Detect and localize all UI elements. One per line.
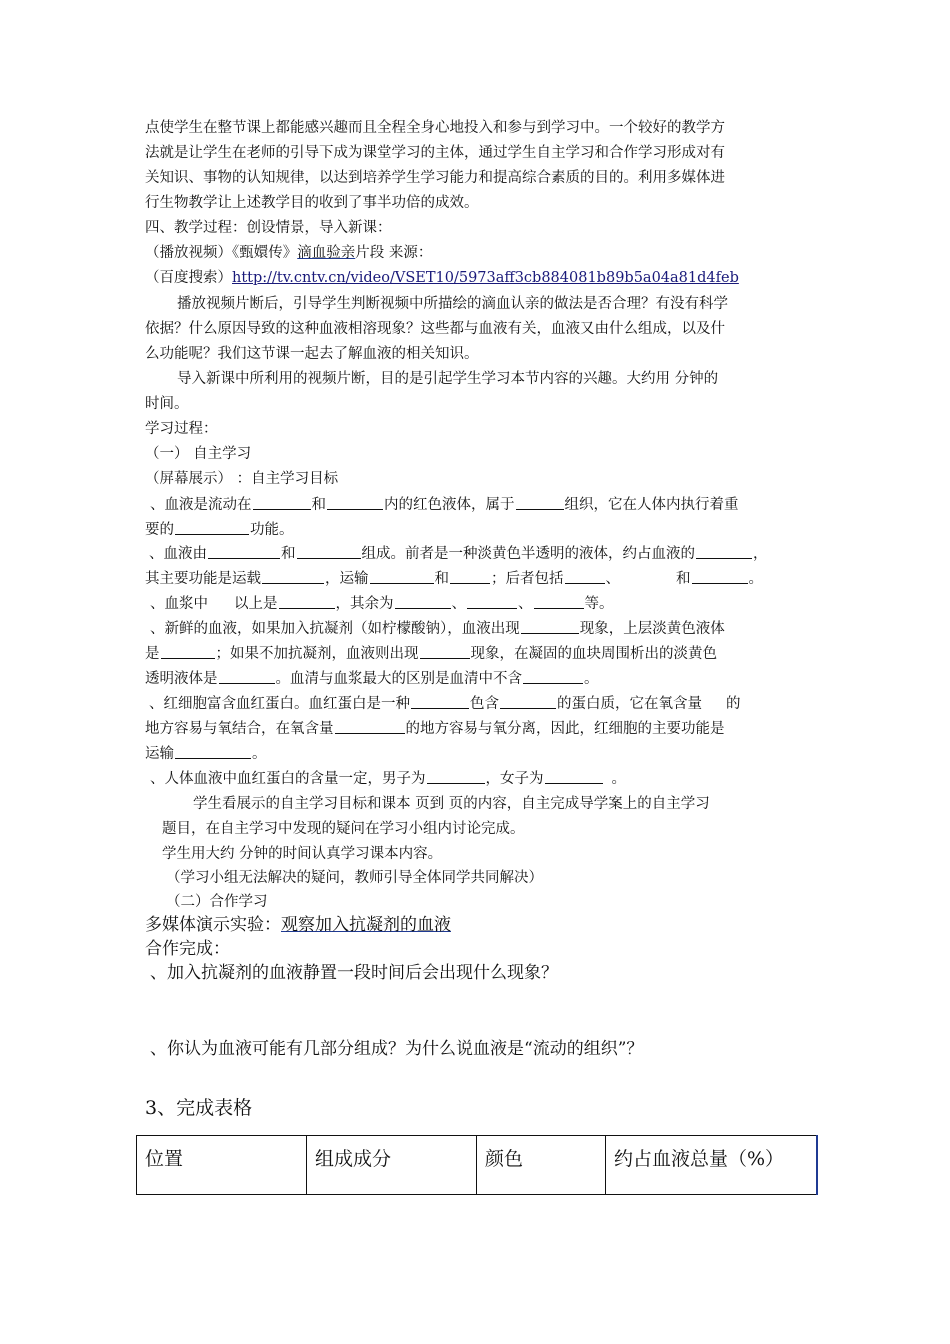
text: 和 xyxy=(676,571,691,587)
demo-link[interactable]: 观察加入抗凝剂的血液 xyxy=(281,915,451,935)
text: 以上是 xyxy=(234,596,278,612)
text: 其主要功能是运载 xyxy=(145,571,261,587)
paragraph-line: 么功能呢？我们这节课一起去了解血液的相关知识。 xyxy=(145,346,479,362)
coop-question-3: 3、完成表格 xyxy=(145,1097,253,1119)
text: 多媒体演示实验： xyxy=(145,915,281,935)
paragraph-line: 法就是让学生在老师的引导下成为课堂学习的主体，通过学生自主学习和合作学习形成对有 xyxy=(145,145,725,161)
text: 色含 xyxy=(470,696,499,712)
blank[interactable] xyxy=(534,594,584,609)
text: 现象，在凝固的血块周围析出的淡黄色 xyxy=(470,646,717,662)
video-link[interactable]: 滴血验亲 xyxy=(297,245,356,261)
text: （百度搜索） xyxy=(145,270,232,286)
question-4-cont xyxy=(145,667,810,691)
video-url-link[interactable]: http://tv.cntv.cn/video/VSET10/5973aff3cb884081b89b5a04a81d4feb xyxy=(232,270,739,286)
blank[interactable] xyxy=(521,619,579,634)
question-5-cont xyxy=(145,717,810,741)
blank[interactable] xyxy=(692,569,748,584)
table-row xyxy=(137,1136,818,1195)
paragraph-line: 关知识、事物的认知规律，以达到培养学生学习能力和提高综合素质的目的。利用多媒体进 xyxy=(145,170,725,186)
text: 、新鲜的血液，如果加入抗凝剂（如柠檬酸钠），血液出现 xyxy=(150,621,520,637)
text: 的地方容易与氧分离，因此，红细胞的主要功能是 xyxy=(405,721,725,737)
text: ，运输 xyxy=(325,571,369,587)
source-line xyxy=(145,266,810,290)
subheading: 合作完成： xyxy=(145,939,230,959)
text: 的 xyxy=(726,696,741,712)
blank[interactable] xyxy=(545,769,603,784)
text: （播放视频）《甄嬛传》 xyxy=(145,245,298,261)
text: ， xyxy=(753,546,768,562)
blank[interactable] xyxy=(420,644,470,659)
text: 要的 xyxy=(145,522,174,538)
text: 、 xyxy=(518,596,533,612)
question-6 xyxy=(150,767,815,791)
paragraph-line: 学生看展示的自主学习目标和课本 页到 页的内容，自主完成导学案上的自主学习 xyxy=(193,796,710,812)
question-1 xyxy=(150,493,815,517)
text: 。 xyxy=(748,571,763,587)
text: 。 xyxy=(611,771,626,787)
blank[interactable] xyxy=(161,644,215,659)
paragraph-line: （学习小组无法解决的疑问，教师引导全体同学共同解决） xyxy=(166,870,543,886)
text: 和 xyxy=(281,546,296,562)
text: 、血液由 xyxy=(149,546,207,562)
blank[interactable] xyxy=(175,520,249,535)
blank[interactable] xyxy=(335,719,405,734)
table-header-cell: 约占血液总量（%） xyxy=(606,1136,818,1195)
blank[interactable] xyxy=(208,544,280,559)
subheading: （一） 自主学习 xyxy=(145,446,252,462)
paragraph-line: 播放视频片断后，引导学生判断视频中所描绘的滴血认亲的做法是否合理？有没有科学 xyxy=(177,296,728,312)
text: ；如果不加抗凝剂，血液则出现 xyxy=(215,646,419,662)
blank[interactable] xyxy=(253,495,311,510)
question-2-cont xyxy=(145,567,810,591)
blank[interactable] xyxy=(467,594,517,609)
text: 运输 xyxy=(145,746,174,762)
paragraph-line: 行生物教学让上述教学目的收到了事半功倍的成效。 xyxy=(145,195,479,211)
subheading: （屏幕展示） ：自主学习目标 xyxy=(145,471,339,487)
text: 片段 来源： xyxy=(355,245,433,261)
paragraph-line: 题目，在自主学习中发现的疑问在学习小组内讨论完成。 xyxy=(162,821,525,837)
text: 。血清与血浆最大的区别是血清中不含 xyxy=(275,671,522,687)
blank[interactable] xyxy=(175,744,251,759)
blank[interactable] xyxy=(219,669,275,684)
text: 组成。前者是一种淡黄色半透明的液体，约占血液的 xyxy=(361,546,695,562)
text: 组织，它在人体内执行着重 xyxy=(564,497,739,513)
question-1-cont xyxy=(145,518,810,542)
text: ；后者包括 xyxy=(491,571,564,587)
video-line xyxy=(145,241,810,265)
blank[interactable] xyxy=(523,669,583,684)
text: 是 xyxy=(145,646,160,662)
text: 、 xyxy=(451,596,466,612)
question-5 xyxy=(149,692,814,716)
blank[interactable] xyxy=(395,594,451,609)
text: ，女子为 xyxy=(485,771,544,787)
paragraph-line: 导入新课中所利用的视频片断，目的是引起学生学习本节内容的兴趣。大约用 分钟的 xyxy=(177,371,719,387)
text: 现象，上层淡黄色液体 xyxy=(579,621,725,637)
text: 、红细胞富含血红蛋白。血红蛋白是一种 xyxy=(149,696,410,712)
blank[interactable] xyxy=(297,544,361,559)
question-4-cont xyxy=(145,642,810,666)
blank[interactable] xyxy=(450,569,490,584)
blank[interactable] xyxy=(262,569,324,584)
text: 。 xyxy=(252,746,267,762)
text: 、人体血液中血红蛋白的含量一定，男子为 xyxy=(150,771,426,787)
text: 和 xyxy=(434,571,449,587)
blank[interactable] xyxy=(370,569,434,584)
section-heading: 四、教学过程：创设情景，导入新课： xyxy=(145,220,392,236)
subheading: （二）合作学习 xyxy=(166,894,268,910)
text: 、 xyxy=(605,571,620,587)
blank[interactable] xyxy=(279,594,335,609)
question-4 xyxy=(150,617,815,641)
text: 透明液体是 xyxy=(145,671,218,687)
coop-question-1: 、加入抗凝剂的血液静置一段时间后会出现什么现象？ xyxy=(150,963,558,983)
subheading: 学习过程： xyxy=(145,421,218,437)
text: 和 xyxy=(311,497,326,513)
text: 、血浆中 xyxy=(150,596,208,612)
paragraph-line: 学生用大约 分钟的时间认真学习课本内容。 xyxy=(162,846,443,862)
text: 点使学生在整节课上都能感兴趣而且全程全身心地投入和参与到学习中。一个较好的教学方 xyxy=(145,120,725,136)
blank[interactable] xyxy=(516,495,564,510)
table-header-cell: 组成成分 xyxy=(307,1136,477,1195)
question-3 xyxy=(150,592,815,616)
question-2 xyxy=(149,542,814,566)
coop-question-2: 、你认为血液可能有几部分组成？为什么说血液是“流动的组织”？ xyxy=(150,1039,644,1059)
table-header-cell: 位置 xyxy=(137,1136,307,1195)
demo-line xyxy=(145,912,810,938)
blank[interactable] xyxy=(411,694,469,709)
paragraph-line xyxy=(145,116,810,140)
blank[interactable] xyxy=(565,569,605,584)
composition-table xyxy=(136,1135,818,1195)
text: 、血液是流动在 xyxy=(150,497,252,513)
table-header-cell: 颜色 xyxy=(477,1136,606,1195)
blank[interactable] xyxy=(327,495,383,510)
text: 内的红色液体，属于 xyxy=(384,497,515,513)
text: 等。 xyxy=(584,596,614,612)
question-5-cont xyxy=(145,742,810,766)
blank[interactable] xyxy=(427,769,485,784)
text: ，其余为 xyxy=(335,596,394,612)
text: 地方容易与氧结合，在氧含量 xyxy=(145,721,334,737)
text: 的蛋白质，它在氧含量 xyxy=(557,696,702,712)
blank[interactable] xyxy=(696,544,752,559)
blank[interactable] xyxy=(500,694,556,709)
text: 。 xyxy=(584,671,599,687)
text: 功能。 xyxy=(250,522,294,538)
paragraph-line: 时间。 xyxy=(145,396,189,412)
paragraph-line: 依据？什么原因导致的这种血液相溶现象？这些都与血液有关，血液又由什么组成，以及什 xyxy=(145,321,725,337)
